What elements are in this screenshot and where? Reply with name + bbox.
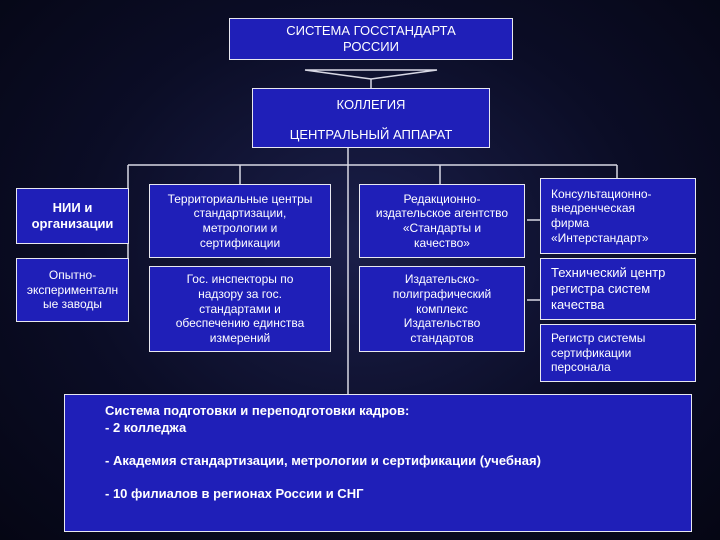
box-line: регистра систем	[551, 281, 651, 297]
box-line: стандартов	[410, 330, 474, 345]
personnel-register-box	[540, 324, 696, 382]
box-line: измерений	[209, 330, 271, 345]
box-line: Гос. инспекторы по	[186, 272, 294, 287]
training-item: - Академия стандартизации, метрологии и сертификации (учебная)	[105, 452, 541, 468]
interstandart-box	[540, 178, 696, 254]
box-line: Издательско-	[404, 272, 480, 287]
training-item: - 10 филиалов в регионах России и СНГ	[105, 485, 364, 501]
training-system-box	[64, 394, 692, 532]
box-line: ые заводы	[42, 297, 103, 312]
box-line: Опытно-	[48, 268, 97, 283]
box-line: Консультационно-	[551, 186, 652, 201]
collegium-subtitle: ЦЕНТРАЛЬНЫЙ АППАРАТ	[289, 126, 453, 142]
top-box-gosstandart	[229, 18, 513, 60]
box-line: издательское агентство	[375, 206, 509, 221]
experimental-plants-box	[16, 258, 129, 322]
box-line: фирма	[551, 216, 590, 230]
box-line: комплекс	[416, 301, 468, 316]
collegium-box	[252, 88, 490, 148]
down-arrow	[305, 70, 437, 79]
box-line: Технический центр	[551, 265, 666, 281]
top-box-line: РОССИИ	[343, 39, 399, 54]
box-line: организации	[31, 216, 114, 231]
box-line: НИИ и	[52, 200, 93, 216]
nii-box	[16, 188, 129, 244]
box-line: персонала	[551, 360, 611, 375]
printing-complex-box	[359, 266, 525, 352]
box-line: метрологии и	[202, 221, 278, 235]
box-line: Редакционно-	[403, 191, 481, 206]
box-line: качество»	[414, 235, 470, 250]
box-line: «Интерстандарт»	[551, 230, 649, 245]
top-box-line: СИСТЕМА ГОССТАНДАРТА	[286, 23, 456, 39]
territorial-centers-box	[149, 184, 331, 258]
training-item: - 2 колледжа	[105, 419, 187, 435]
box-line: внедренческая	[551, 201, 635, 216]
box-line: Территориальные центры	[167, 191, 313, 206]
box-line: стандартизации,	[193, 206, 287, 221]
state-inspectors-box	[149, 266, 331, 352]
box-line: эксперименталн	[26, 282, 119, 297]
box-line: обеспечению единства	[175, 316, 305, 331]
editorial-agency-box	[359, 184, 525, 258]
training-heading: Система подготовки и переподготовки кадров:	[105, 403, 410, 418]
box-line: стандартами и	[199, 301, 281, 316]
box-line: Регистр системы	[551, 331, 646, 346]
box-line: сертификации	[551, 345, 632, 360]
collegium-title: КОЛЛЕГИЯ	[336, 97, 406, 112]
box-line: Издательство	[403, 316, 481, 331]
box-line: «Стандарты и	[402, 221, 482, 235]
box-line: полиграфический	[392, 287, 492, 302]
box-line: сертификации	[199, 235, 281, 250]
box-line: качества	[551, 296, 605, 312]
box-line: надзору за гос.	[198, 287, 282, 302]
quality-register-box	[540, 258, 696, 320]
